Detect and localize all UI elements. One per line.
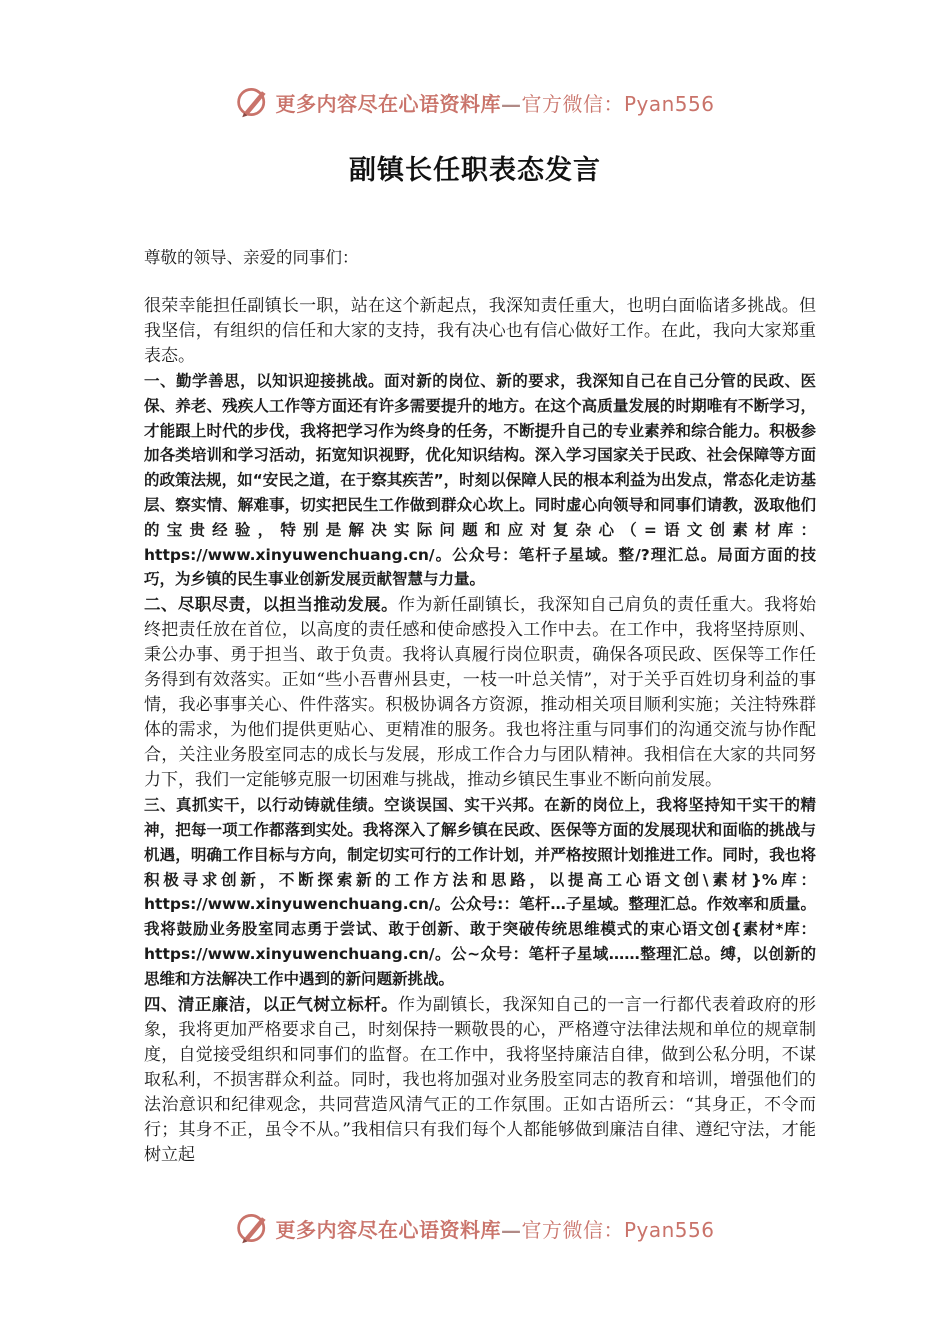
pen-circle-logo-icon	[235, 84, 271, 120]
page-title: 副镇长任职表态发言	[349, 155, 601, 186]
section-3-paragraph: 三、真抓实干，以行动铸就佳绩。空谈误国、实干兴邦。在新的岗位上，我将坚持知干实干的精神，把每一项工作都落到实处。我将深入了解乡镇在民政、医保等方面的发展现状和面临的挑战与机遇，明确工作目标与方向，制定切实可行的工作计划，并严格按照计划推进工作。同时，我也将积极寻求创新，不断探索新的工作方法和思路，以提高工心语文创\素材}%库：https://www.xinyuwenchuang.cn/。公众号:：笔杆…子星域。整理汇总。作效率和质量。我将鼓励业务股室同志勇于尝试、敢于创新、敢于突破传统思维模式的束心语文创{素材*库：https://www.xinyuwenchuang.cn/。公~众号：笔杆子星域……整理汇总。缚，以创新的思维和方法解决工作中遇到的新问题新挑战。	[144, 796, 816, 988]
section-2-heading: 二、尽职尽责，以担当推动发展。	[144, 595, 399, 615]
banner-site-text: 更多内容尽在心语资料库	[275, 1217, 501, 1242]
footer-banner	[0, 1208, 950, 1248]
section-2-body: 作为新任副镇长，我深知自己肩负的责任重大。我将始终把责任放在首位，以高度的责任感和使命感投入工作中去。在工作中，我将坚持原则、秉公办事、勇于担当、敢于负责。我将认真履行岗位职责，确保各项民政、医保等工作任务得到有效落实。正如“些小吾曹州县吏，一枝一叶总关情”，对于关乎百姓切身利益的事情，我必事事关心、件件落实。积极协调各方资源，推动相关项目顺利实施；关注特殊群体的需求，为他们提供更贴心、更精准的服务。我也将注重与同事们的沟通交流与协作配合，关注业务股室同志的成长与发展，形成工作合力与团队精神。我相信在大家的共同努力下，我们一定能够克服一切困难与挑战，推动乡镇民生事业不断向前发展。	[144, 595, 817, 791]
intro-paragraph: 很荣幸能担任副镇长一职，站在这个新起点，我深知责任重大，也明白面临诸多挑战。但我坚信，有组织的信任和大家的支持，我有决心也有信心做好工作。在此，我向大家郑重表态。	[144, 296, 816, 366]
banner-site-text: 更多内容尽在心语资料库	[275, 91, 501, 116]
banner-separator: —	[500, 1217, 522, 1242]
banner-separator: —	[500, 91, 522, 116]
banner-text	[275, 88, 714, 117]
header-banner	[0, 82, 950, 122]
section-4-body: 作为副镇长，我深知自己的一言一行都代表着政府的形象，我将更加严格要求自己，时刻保持一颗敬畏的心，严格遵守法律法规和单位的规章制度，自觉接受组织和同事们的监督。在工作中，我将坚持廉洁自律，做到公私分明，不谋取私利，不损害群众利益。同时，我也将加强对业务股室同志的教育和培训，增强他们的法治意识和纪律观念，共同营造风清气正的工作氛围。正如古语所云：“其身正，不令而行；其身不正，虽令不从。”我相信只有我们每个人都能够做到廉洁自律、遵纪守法，才能树立起	[144, 994, 817, 1165]
banner-wechat-text: 官方微信：Pyan556	[521, 1217, 715, 1242]
section-4-heading: 四、清正廉洁，以正气树立标杆。	[144, 994, 399, 1014]
banner-wechat-text: 官方微信：Pyan556	[521, 91, 715, 116]
section-1-paragraph: 一、勤学善思，以知识迎接挑战。面对新的岗位、新的要求，我深知自己在自己分管的民政、医保、养老、残疾人工作等方面还有许多需要提升的地方。在这个高质量发展的时期唯有不断学习，才能跟上时代的步伐，我将把学习作为终身的任务，不断提升自己的专业素养和综合能力。积极参加各类培训和学习活动，拓宽知识视野，优化知识结构。深入学习国家关于民政、社会保障等方面的政策法规，如“安民之道，在于察其疾苦”，时刻以保障人民的根本利益为出发点，常态化走访基层、察实情、解难事，切实把民生工作做到群众心坎上。同时虚心向领导和同事们请教，汲取他们的宝贵经验，特别是解决实际问题和应对复杂心（=语文创素材库：https://www.xinyuwenchuang.cn/。公众号：笔杆子星域。整/?理汇总。局面方面的技巧，为乡镇的民生事业创新发展贡献智慧与力量。	[144, 372, 816, 589]
document-body	[144, 246, 816, 1168]
greeting: 尊敬的领导、亲爱的同事们：	[144, 248, 359, 267]
section-2-paragraph	[144, 592, 816, 793]
banner-text	[275, 1214, 714, 1243]
section-4-paragraph	[144, 992, 816, 1168]
pen-circle-logo-icon	[235, 1210, 271, 1246]
